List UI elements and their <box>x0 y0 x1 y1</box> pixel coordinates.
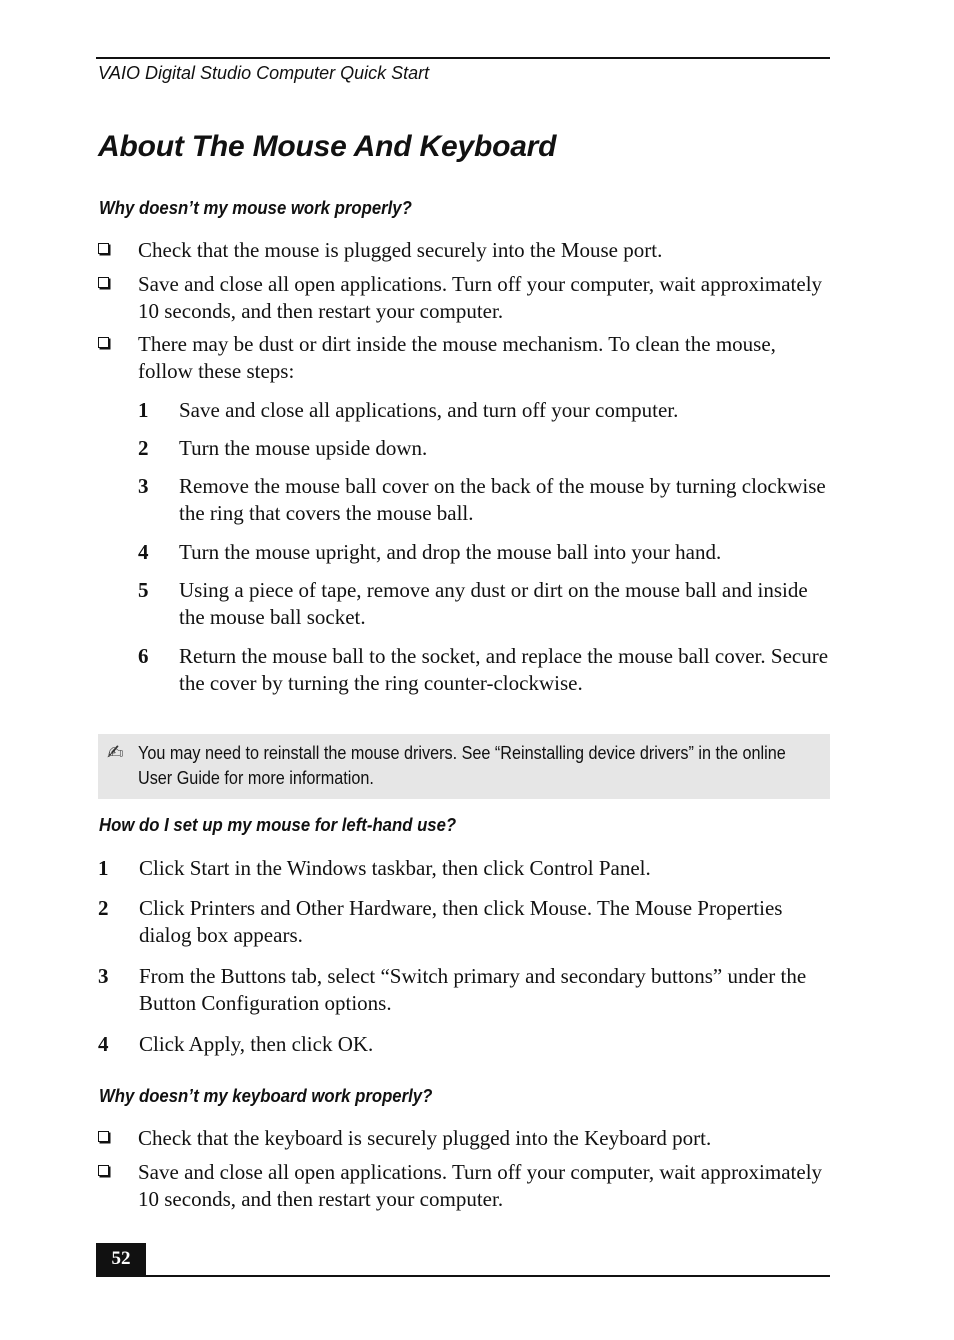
step-text: Return the mouse ball to the socket, and replace the mouse ball cover. Secure the cover by turning the ring counter-clockwise. <box>179 644 829 695</box>
bullet-item <box>98 331 830 385</box>
cleaning-step <box>138 435 830 462</box>
step-number: 1 <box>98 856 109 880</box>
left-hand-step <box>98 895 830 949</box>
note-box <box>98 734 830 799</box>
step-number: 4 <box>98 1032 109 1056</box>
step-number: 3 <box>138 474 149 498</box>
section-heading-keyboard: Why doesn’t my keyboard work properly? <box>99 1086 433 1106</box>
step-number: 1 <box>138 398 149 422</box>
step-text: Turn the mouse upside down. <box>179 436 428 460</box>
cleaning-step <box>138 397 830 424</box>
step-text: Click Apply, then click OK. <box>139 1032 374 1056</box>
checkbox-bullet-icon <box>98 277 109 288</box>
step-number: 6 <box>138 644 149 668</box>
bullet-item <box>98 271 830 325</box>
bullet-text: There may be dust or dirt inside the mouse mechanism. To clean the mouse, follow these steps: <box>138 332 776 383</box>
cleaning-step <box>138 473 830 527</box>
step-text: Click Printers and Other Hardware, then click Mouse. The Mouse Properties dialog box appears. <box>139 896 783 947</box>
checkbox-bullet-icon <box>98 1131 109 1142</box>
left-hand-step <box>98 1031 830 1058</box>
page-title: About The Mouse And Keyboard <box>98 130 557 163</box>
bullet-text: Check that the keyboard is securely plugged into the Keyboard port. <box>138 1126 712 1150</box>
step-number: 2 <box>98 896 109 920</box>
left-hand-step <box>98 963 830 1017</box>
note-text: You may need to reinstall the mouse drivers. See “Reinstalling device drivers” in the online User Guide for more information. <box>138 743 786 788</box>
running-header: VAIO Digital Studio Computer Quick Start <box>98 63 430 83</box>
checkbox-bullet-icon <box>98 243 109 254</box>
cleaning-step <box>138 643 830 697</box>
step-number: 2 <box>138 436 149 460</box>
cleaning-step <box>138 539 830 566</box>
bullet-text: Save and close all open applications. Turn off your computer, wait approximately 10 seconds, and then restart your computer. <box>138 272 823 323</box>
step-text: Using a piece of tape, remove any dust or dirt on the mouse ball and inside the mouse ball socket. <box>179 578 808 629</box>
step-text: From the Buttons tab, select “Switch primary and secondary buttons” under the Button Configuration options. <box>139 964 807 1015</box>
checkbox-bullet-icon <box>98 337 109 348</box>
step-text: Turn the mouse upright, and drop the mouse ball into your hand. <box>179 540 722 564</box>
step-text: Save and close all applications, and turn off your computer. <box>179 398 679 422</box>
bullet-text: Check that the mouse is plugged securely into the Mouse port. <box>138 238 663 262</box>
page-number: 52 <box>96 1243 146 1277</box>
bullet-item <box>98 1125 830 1152</box>
pencil-note-icon: ✍ <box>107 740 124 764</box>
bullet-text: Save and close all open applications. Turn off your computer, wait approximately 10 seconds, and then restart your computer. <box>138 1160 823 1211</box>
section-heading-mouse: Why doesn’t my mouse work properly? <box>99 198 412 218</box>
left-hand-step <box>98 855 830 882</box>
footer-rule <box>96 1275 830 1277</box>
step-text: Click Start in the Windows taskbar, then click Control Panel. <box>139 856 651 880</box>
cleaning-step <box>138 577 830 631</box>
checkbox-bullet-icon <box>98 1165 109 1176</box>
section-heading-left-hand: How do I set up my mouse for left-hand use? <box>99 815 457 835</box>
header-rule <box>96 57 830 59</box>
bullet-item <box>98 1159 830 1213</box>
step-number: 5 <box>138 578 149 602</box>
bullet-item <box>98 237 830 264</box>
step-number: 4 <box>138 540 149 564</box>
step-number: 3 <box>98 964 109 988</box>
step-text: Remove the mouse ball cover on the back of the mouse by turning clockwise the ring that covers the mouse ball. <box>179 474 826 525</box>
